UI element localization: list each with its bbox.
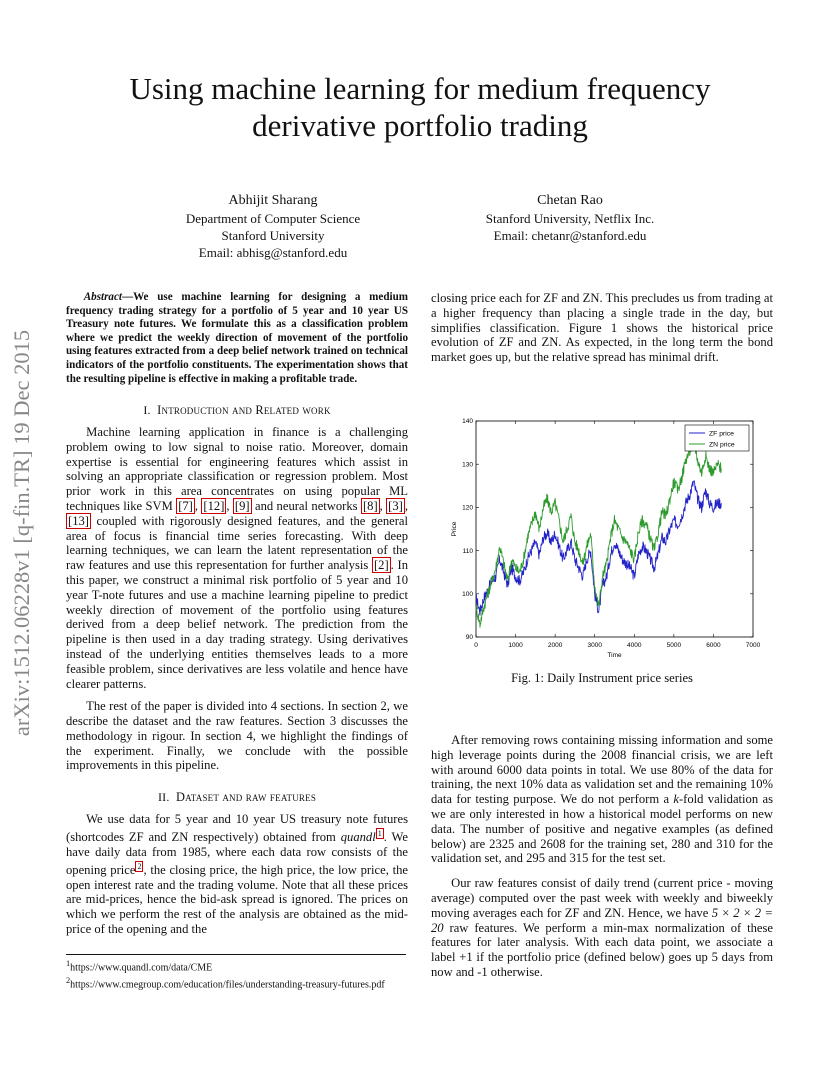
figure-1 [448,415,778,660]
y-tick-label: 100 [462,591,473,598]
author-name: Abhijit Sharang [228,193,318,208]
price-chart [448,415,778,660]
legend-label: ZN price [709,441,735,449]
citation-link[interactable]: [8] [362,498,378,513]
arxiv-identifier[interactable]: arXiv:1512.06228v1 [q-fin.TR] 19 Dec 2015 [9,329,34,737]
x-tick-label: 6000 [706,642,721,649]
x-tick-label: 4000 [627,642,642,649]
section-heading-1 [66,403,408,418]
citation-link[interactable]: [9] [234,498,250,513]
x-axis-label: Time [607,652,622,659]
footnote-link[interactable]: 2 [137,861,142,871]
figure-caption: Fig. 1: Daily Instrument price series [511,671,693,685]
intro-paragraph-2: The rest of the paper is divided into 4 sections. In section 2, we describe the dataset and the raw features. Section 3 discusses the methodology in rigour. In section 4, we highlight the findings of the experiment. Finally, we conclude with the possible improvements in this pipeline. [66,699,408,773]
y-tick-label: 90 [465,634,473,642]
footnotes [66,958,406,992]
x-tick-label: 2000 [547,642,563,649]
right-column-bottom [431,733,773,980]
intro-paragraph-1: Machine learning application in finance is a challenging problem owing to low signal to noise ratio. Moreover, domain expertise is essential for engineering features which assist in solving an appropriate classification or regression problem. Most prior work in this area concentrates on using popular ML techniques like SVM [7] , [12] , [9] and neural networks [8] , [3] , [13] coupled with rigorously designed features, and the general area of focus is financial time series forecasting. With deep learning techniques, we can learn the latent representation of the raw features and use this representation for further analysis [2] . In this paper, we construct a minimal risk portfolio of 5 year and 10 year T-note futures and use a machine learning pipeline to predict weekly direction of movement of the portfolio using features derived from a deep belief network. The prediction from the pipeline is then used in a day trading strategy. Using derivatives instead of the underlying entities themselves leads to a more feasible problem, since derivatives are less volatile and hence have clearer patterns. [66,424,409,691]
footnote-rule [66,954,406,955]
paper-title [60,70,780,144]
left-column [66,291,408,937]
footnote-link[interactable]: 1 [377,828,382,838]
citation-link[interactable]: [7] [178,498,193,513]
legend-label: ZF price [709,430,734,438]
right-paragraph-2: Our raw features consist of daily trend (current price - moving average) computed over the past week with weekly and biweekly moving averages each for ZF and ZN. Hence, we have 5 × 2 × 2 = 20 raw features. We perform a min-max normalization of these features for later analysis. With each data point, we associate a label +1 if the portfolio price (defined below) goes up 5 days from now and -1 otherwise. [431,876,773,979]
right-paragraph-0: closing price each for ZF and ZN. This precludes us from trading at a higher frequency than placing a single trade in the day, but simplifies classification. Figure 1 shows the historical price evolution of ZF and ZN. As expected, in the long term the bond market goes up, but the relative spread has minimal drift. [431,291,773,365]
section-title: Introduction and Related work [157,403,331,418]
author-affiliation: Stanford University [221,228,325,243]
math-expression: 5 × 2 × 2 = 20 [431,905,773,935]
author-affiliation: Stanford University, Netflix Inc. [485,211,655,226]
y-tick-label: 130 [462,461,473,469]
arxiv-stamp [2,278,42,788]
x-tick-label: 0 [474,642,478,649]
title-line-2: derivative portfolio trading [252,108,588,143]
plot-frame [476,421,753,637]
x-tick-label: 5000 [666,642,682,649]
footnote-2: $^2$https://www.cmegroup.com/education/files/understanding-treasury-futures.pdf [66,975,385,991]
author-email[interactable]: Email: chetanr@stanford.edu [493,228,647,243]
x-tick-label: 7000 [745,642,761,649]
author-block-2 [440,192,700,244]
author-affiliation: Department of Computer Science [185,211,361,226]
section-number: II. [157,790,170,805]
y-tick-label: 140 [462,418,473,426]
quandl-name: quandl [340,830,376,845]
abstract-text: —We use machine learning for designing a medium frequency trading strategy for a portfolio of 5 year and 10 year US Treasury note futures. We formulate this as a classification problem where we predict the weekly direction of movement of the portfolio using features extracted from a deep belief network trained on technical indicators of the portfolio constituents. The experimentation shows that the resulting pipeline is effective in making a profitable trade. [66,291,408,385]
footnote-url[interactable]: https://www.cmegroup.com/education/files/understanding-treasury-futures.pdf [70,979,385,991]
dataset-paragraph-1: We use data for 5 year and 10 year US treasury note futures (shortcodes ZF and ZN respectively) obtained from quandl $^1$ . We have daily data from 1985, where each data row consists of the opening price $^2$ , the closing price, the high price, the low price, the open interest rate and the trading volume. Note that all these prices are mid-prices, hence the bid-ask spread is ignored. The prices on which we perform the rest of the analysis are obtained as the mid-price of the opening and the [66,812,408,937]
y-tick-label: 110 [462,547,473,555]
citation-link[interactable]: [3] [388,498,403,513]
citation-link[interactable]: [2] [373,558,389,573]
author-email[interactable]: Email: abhisg@stanford.edu [198,245,348,260]
citation-link[interactable]: [13] [68,513,89,528]
right-paragraph-1: After removing rows containing missing information and some high leverage points during the 2008 financial crisis, we are left with around 6000 data points in total. We use 80% of the data for training, the next 10% data as validation set and the remaining 10% data for testing purpose. We do not perform a k-fold validation as we are only interested in how a historical model performs on new data. The number of positive and negative examples (as defined below) are 2325 and 2608 for the training set, 280 and 310 for the validation set, and 295 and 315 for the test set. [431,733,773,866]
x-tick-label: 1000 [508,642,523,649]
y-axis-label: Price [451,521,458,537]
abstract-label: Abstract [83,291,122,303]
citation-link[interactable]: [12] [203,498,225,513]
footnote-url[interactable]: https://www.quandl.com/data/CME [70,962,213,974]
author-block-1 [143,192,403,261]
right-column-top [431,291,773,365]
footnote-1: $^1$https://www.quandl.com/data/CME [66,959,213,974]
section-number: I. [143,403,151,418]
y-tick-label: 120 [462,504,473,512]
x-tick-label: 3000 [587,642,602,649]
section-title: Dataset and raw features [175,790,317,805]
author-name: Chetan Rao [537,193,603,208]
section-heading-2 [66,790,408,805]
abstract [66,291,408,386]
math-k: k [673,792,679,807]
title-line-1: Using machine learning for medium frequency [129,71,711,106]
